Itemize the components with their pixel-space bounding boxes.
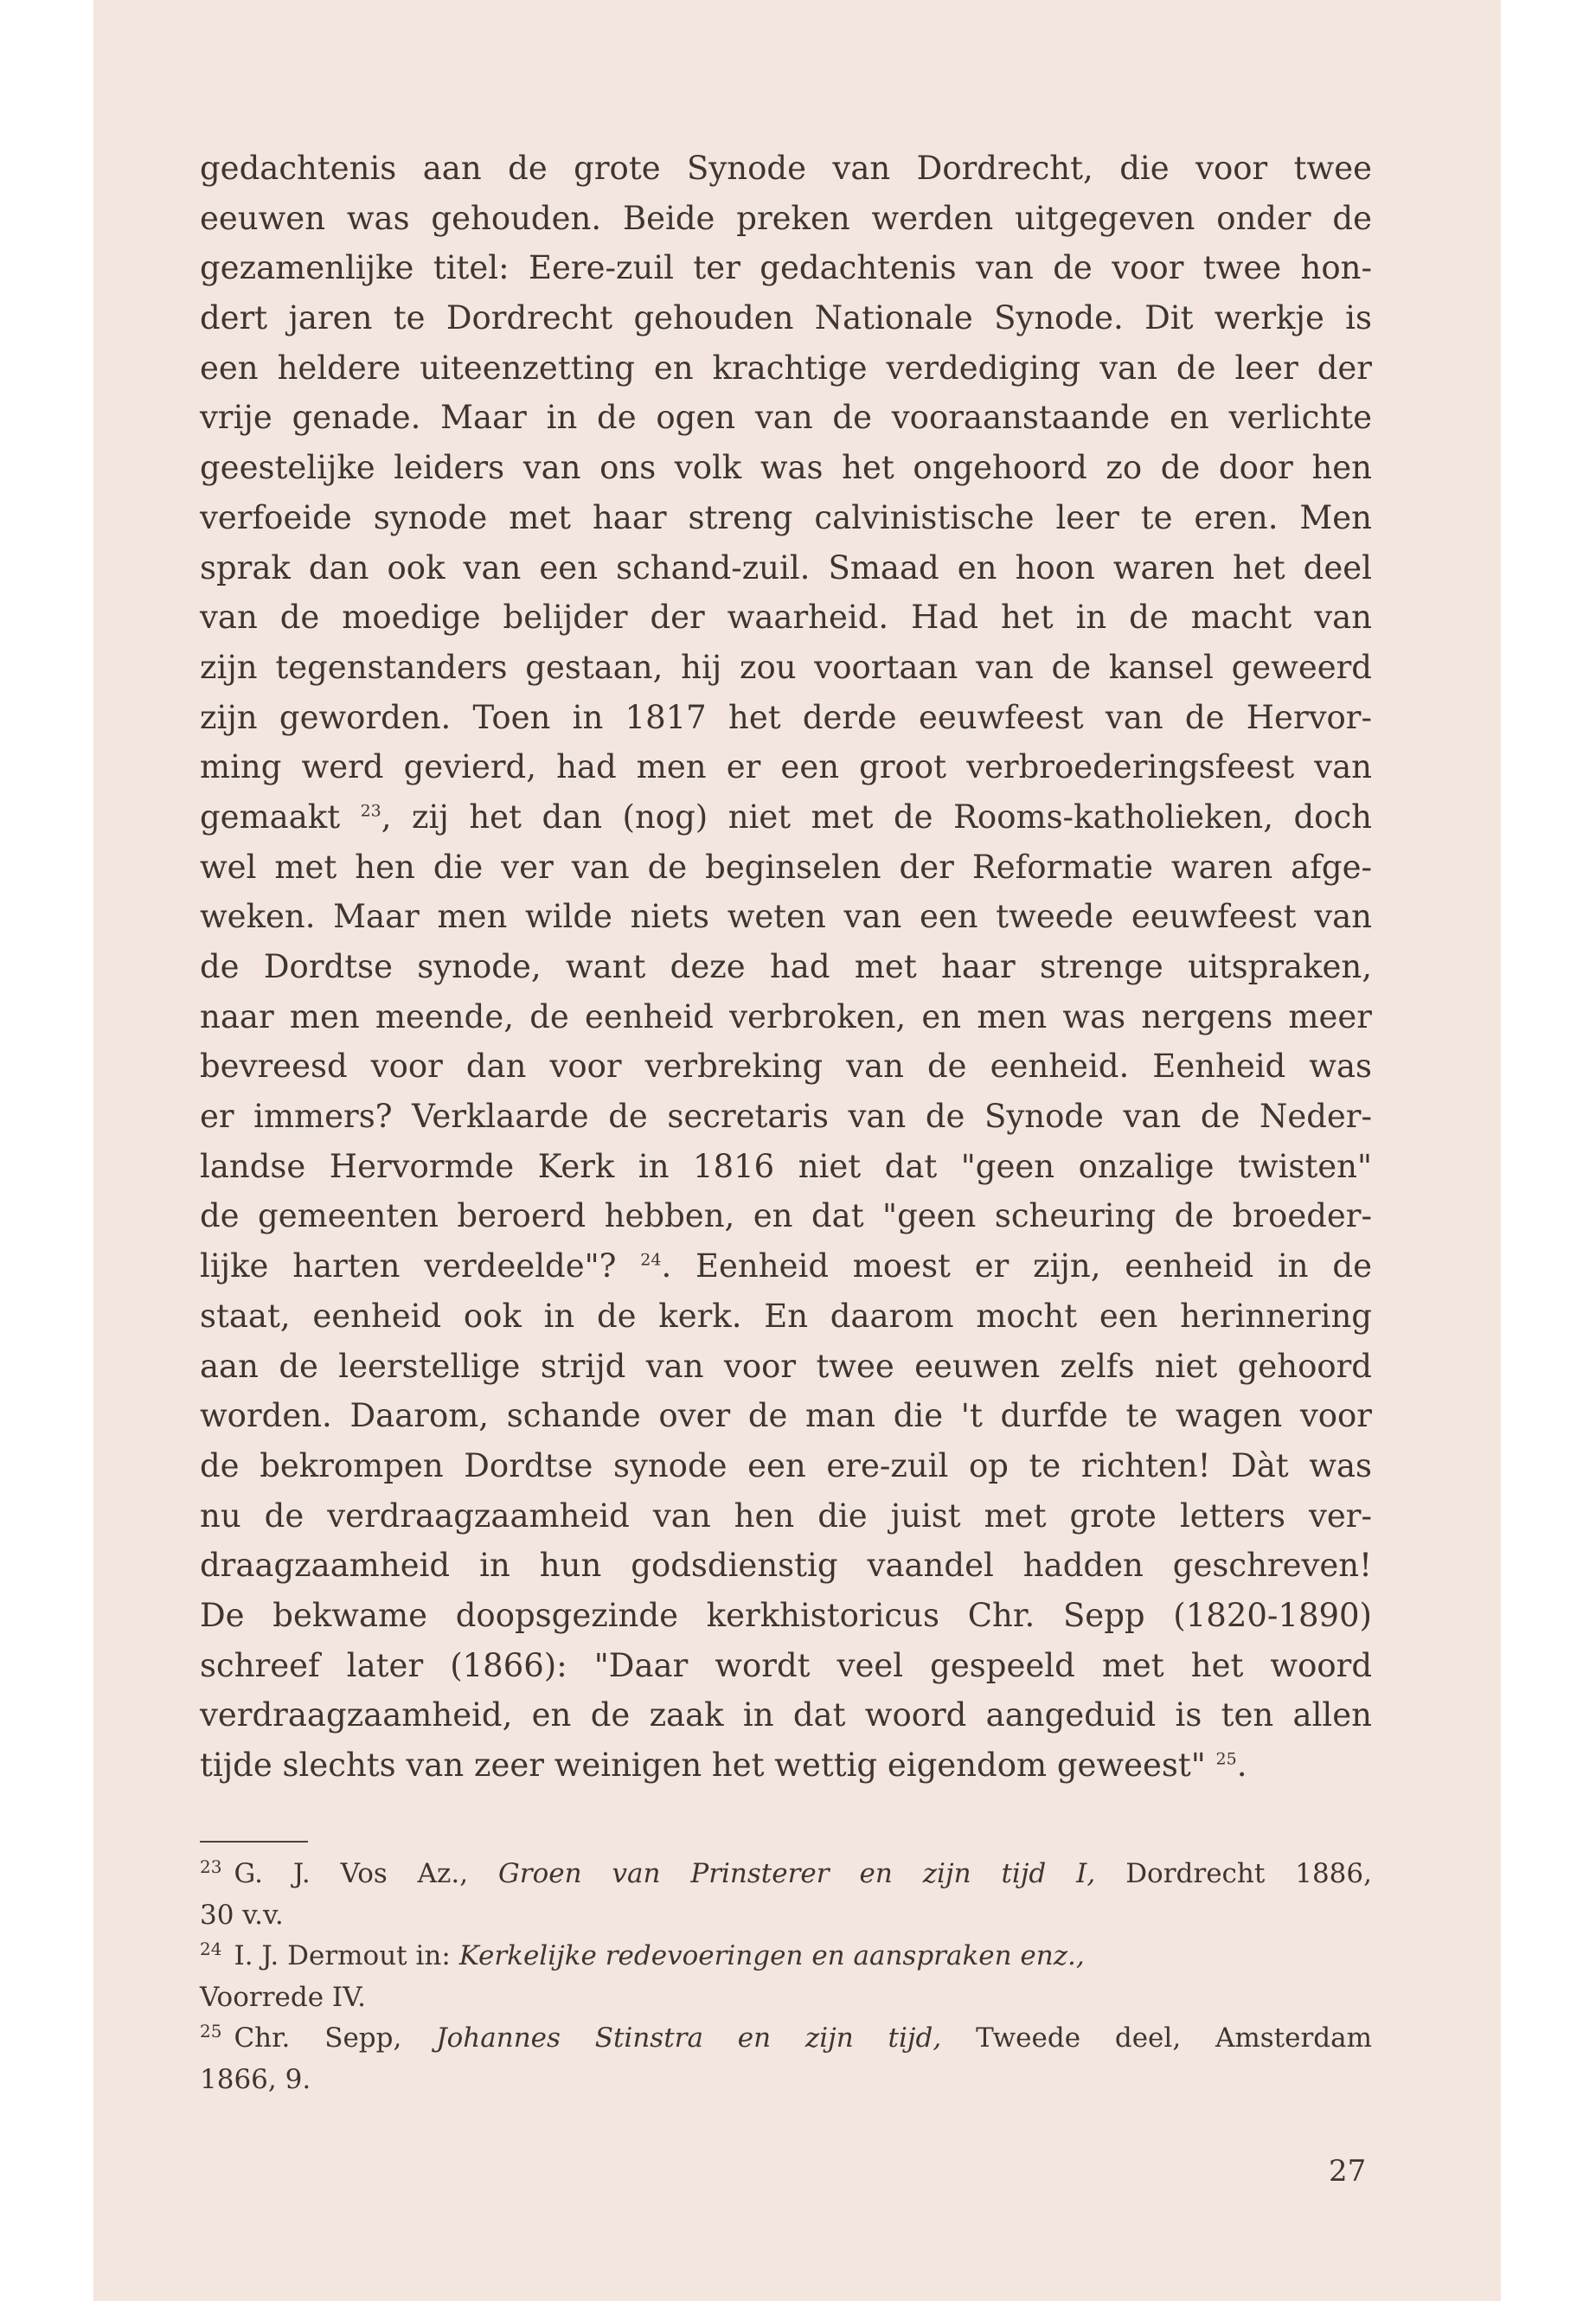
footnote-author: I. J. Dermout in: — [234, 1940, 451, 1971]
text-line: wel met hen die ver van de beginselen der Reformatie waren afge- — [200, 848, 1372, 886]
text-line: een heldere uiteenzetting en krachtige verdediging van de leer der — [200, 349, 1372, 387]
text-line: sprak dan ook van een schand-zuil. Smaad en hoon waren het deel — [200, 548, 1372, 586]
footnote-publication: Dordrecht 1886, — [1125, 1858, 1372, 1889]
page-number: 27 — [1329, 2154, 1367, 2189]
footnote-author: G. J. Vos Az., — [234, 1858, 469, 1889]
footnote — [200, 1854, 1372, 1895]
text-line — [200, 1241, 1372, 1292]
text-line: gedachtenis aan de grote Synode van Dordrecht, die voor twee — [200, 150, 1372, 187]
footnote-reference: 23 — [360, 801, 381, 821]
footnote-title: Groen van Prinsterer en zijn tijd I, — [498, 1858, 1096, 1889]
footnote-title: Kerkelijke redevoeringen en aanspraken enz., — [458, 1940, 1085, 1971]
text-line: naar men meende, de eenheid verbroken, en men was nergens meer — [200, 997, 1372, 1035]
text-line: de gemeenten beroerd hebben, en dat "geen scheuring de broeder- — [200, 1197, 1372, 1235]
footnote-number: 23 — [200, 1856, 222, 1877]
text-line: zijn geworden. Toen in 1817 het derde eeuwfeest van de Hervor- — [200, 698, 1372, 736]
text-line: draagzaamheid in hun godsdienstig vaandel hadden geschreven! — [200, 1547, 1372, 1585]
text-line: dert jaren te Dordrecht gehouden Nationale Synode. Dit werkje is — [200, 299, 1372, 337]
text-line: schreef later (1866): "Daar wordt veel gespeeld met het woord — [200, 1646, 1372, 1684]
text-line: bevreesd voor dan voor verbreking van de eenheid. Eenheid was — [200, 1048, 1372, 1086]
text-line: ming werd gevierd, had men er een groot verbroederingsfeest van — [200, 748, 1372, 786]
text-line: van de moedige belijder der waarheid. Had het in de macht van — [200, 599, 1372, 637]
text-line: weken. Maar men wilde niets weten van een tweede eeuwfeest van — [200, 898, 1372, 936]
footnote-continuation: 1866, 9. — [200, 2063, 311, 2095]
text-line: zijn tegenstanders gestaan, hij zou voortaan van de kansel geweerd — [200, 648, 1372, 686]
text-line: de Dordtse synode, want deze had met haar strenge uitspraken, — [200, 948, 1372, 985]
footnote-publication: Tweede deel, Amsterdam — [976, 2022, 1373, 2054]
text-segment: gemaakt — [200, 798, 341, 836]
text-line: verfoeide synode met haar streng calvinistische leer te eren. Men — [200, 498, 1372, 536]
footnote-title: Johannes Stinstra en zijn tijd, — [436, 2022, 942, 2054]
footnote-reference: 25 — [1215, 1749, 1237, 1769]
text-segment: . — [1236, 1747, 1247, 1784]
text-line: er immers? Verklaarde de secretaris van de Synode van de Neder- — [200, 1098, 1372, 1136]
text-segment: lijke harten verdeelde"? — [200, 1247, 617, 1285]
footnote-separator — [200, 1841, 308, 1843]
text-line: aan de leerstellige strijd van voor twee eeuwen zelfs niet gehoord — [200, 1347, 1372, 1385]
text-line: verdraagzaamheid, en de zaak in dat woord aangeduid is ten allen — [200, 1696, 1372, 1734]
main-text-block — [200, 144, 1372, 1804]
book-page — [93, 0, 1501, 2301]
text-line: worden. Daarom, schande over de man die 't durfde te wagen voor — [200, 1397, 1372, 1435]
text-line: vrije genade. Maar in de ogen van de vooraanstaande en verlichte — [200, 399, 1372, 437]
text-line: De bekwame doopsgezinde kerkhistoricus Chr. Sepp (1820-1890) — [200, 1596, 1372, 1634]
footnote-number: 24 — [200, 1938, 222, 1959]
footnote-continuation: Voorrede IV. — [200, 1981, 366, 2013]
text-segment: tijde slechts van zeer weinigen het wettig eigendom geweest" — [200, 1747, 1206, 1784]
text-line: geestelijke leiders van ons volk was het ongehoord zo de door hen — [200, 449, 1372, 487]
footnote-continuation: 30 v.v. — [200, 1899, 284, 1931]
footnotes-block — [200, 1854, 1372, 2100]
text-segment: . Eenheid moest er zijn, eenheid in de — [661, 1247, 1373, 1285]
footnote-reference: 24 — [640, 1250, 662, 1270]
text-line: gezamenlijke titel: Eere-zuil ter gedachtenis van de voor twee hon- — [200, 249, 1372, 287]
text-segment: , zij het dan (nog) niet met de Rooms-katholieken, doch — [381, 798, 1372, 836]
footnote — [200, 2018, 1372, 2060]
text-line: landse Hervormde Kerk in 1816 niet dat "geen onzalige twisten" — [200, 1147, 1372, 1185]
footnote-number: 25 — [200, 2020, 222, 2041]
footnote — [200, 1936, 1372, 1977]
text-line — [200, 1740, 1372, 1791]
text-line: staat, eenheid ook in de kerk. En daarom mocht een herinnering — [200, 1297, 1372, 1335]
text-line: de bekrompen Dordtse synode een ere-zuil op te richten! Dàt was — [200, 1446, 1372, 1484]
footnote-author: Chr. Sepp, — [234, 2022, 402, 2054]
text-line — [200, 792, 1372, 843]
text-line: nu de verdraagzaamheid van hen die juist met grote letters ver- — [200, 1497, 1372, 1535]
text-line: eeuwen was gehouden. Beide preken werden uitgegeven onder de — [200, 199, 1372, 237]
